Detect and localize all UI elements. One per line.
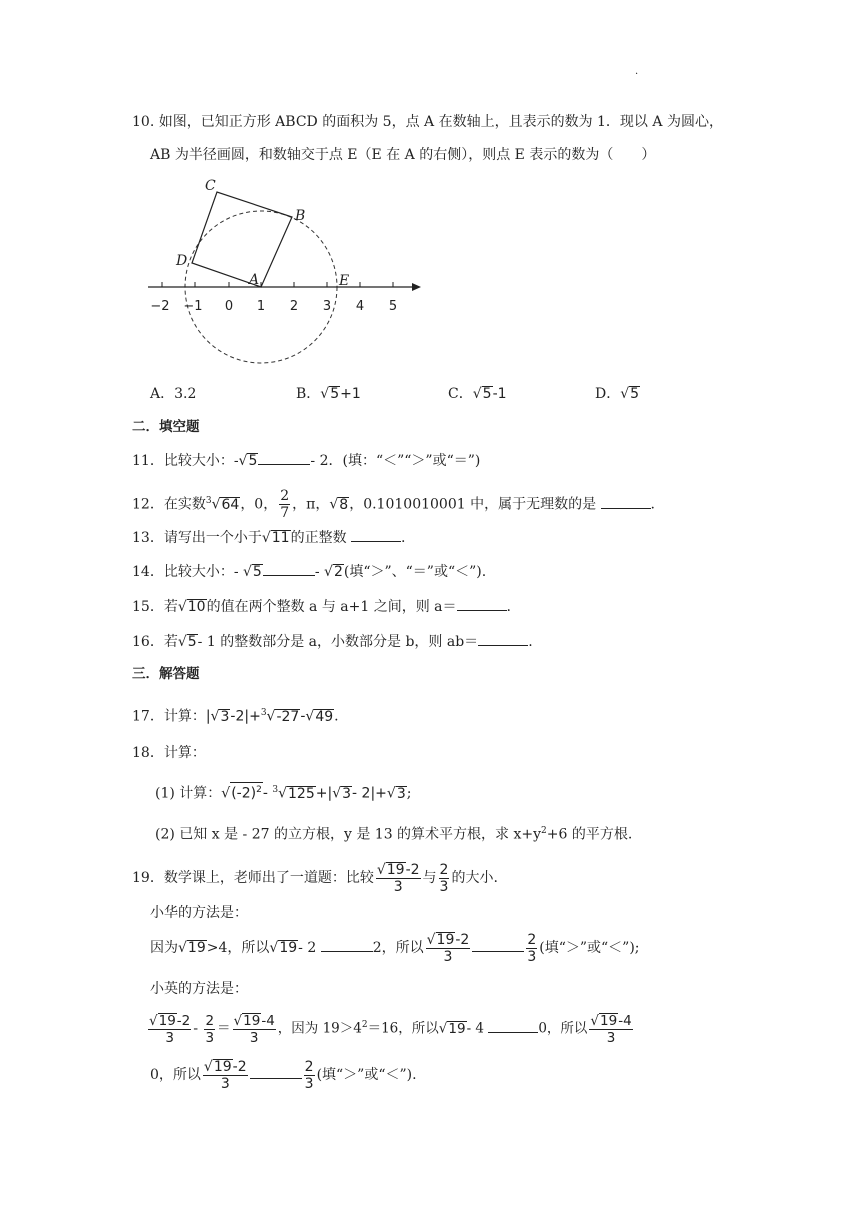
q17-end: . xyxy=(334,708,339,725)
q12-mid2: ，π， xyxy=(292,496,330,513)
option-b: B．√5+1 xyxy=(296,386,361,402)
sqrt: 19 xyxy=(386,861,405,878)
sqrt: 5 xyxy=(252,564,262,580)
q18-p1-mid2: - 2|+ xyxy=(352,785,387,802)
q10-line2: AB 为半径画圆，和数轴交于点 E（E 在 A 的右侧），则点 E 表示的数为（ ） xyxy=(150,147,656,163)
q13-post: 的正整数 xyxy=(290,530,347,546)
section-3-title: 三．解答题 xyxy=(132,666,200,682)
sqrt: 11 xyxy=(271,530,290,546)
sqrt: 125 xyxy=(288,785,315,802)
fraction-num: √19-4 xyxy=(233,1012,275,1029)
label-c: C xyxy=(205,178,216,194)
q10-figure xyxy=(140,172,430,372)
exponent: 2 xyxy=(541,826,547,836)
fraction xyxy=(279,488,290,521)
q15-post: 的值在两个整数 a 与 a+1 之间，则 a＝ xyxy=(206,599,457,615)
fraction-num: 2 xyxy=(439,861,449,878)
sqrt: -27 xyxy=(276,708,300,725)
sqrt: 19 xyxy=(600,1012,618,1029)
square-abcd xyxy=(192,192,292,287)
xiaoying-title: 小英的方法是： xyxy=(150,981,248,997)
q16-pre: 16．若 xyxy=(132,634,178,650)
page-dot: . xyxy=(635,66,639,77)
q12-post: ，0.1010010001 中，属于无理数的是 xyxy=(349,496,597,513)
xh-b: >4，所以 xyxy=(206,940,270,956)
sqrt: 5 xyxy=(187,634,197,650)
q17-plus: + xyxy=(249,708,261,725)
fraction xyxy=(376,862,421,895)
fraction-den: 3 xyxy=(527,948,537,965)
fraction xyxy=(304,1059,315,1092)
fraction-den: 3 xyxy=(304,1075,314,1092)
answer-blank[interactable] xyxy=(351,527,401,542)
fraction-den: 3 xyxy=(165,1029,174,1046)
fraction-num-tail: -2 xyxy=(232,1058,247,1075)
q13: 13．请写出一个小于√11的正整数 . xyxy=(132,527,405,548)
fraction xyxy=(439,862,450,895)
sqrt: 3 xyxy=(220,708,230,725)
xy-a: ，因为 19＞4 xyxy=(277,1020,362,1037)
tick-label: 5 xyxy=(388,299,398,314)
sqrt: 19 xyxy=(436,931,455,948)
answer-blank[interactable] xyxy=(472,937,524,952)
q16-end: . xyxy=(528,634,533,650)
tick-label: 4 xyxy=(355,299,365,314)
fraction-den: 3 xyxy=(443,948,453,965)
fraction-num: 2 xyxy=(527,931,537,948)
xiaohua-method: 因为√19>4，所以√19- 2 2，所以 $\frac{√19-2}{3}$ $\frac{2}{3}$ (填“＞”或“＜”); xyxy=(150,931,640,965)
q18-p1-pre: (1) 计算： xyxy=(155,785,222,802)
q14-post: (填“＞”、“＝”或“＜”). xyxy=(343,564,487,580)
option-b-tail: +1 xyxy=(340,386,361,402)
q18-p1-mid: +| xyxy=(315,785,333,802)
fraction xyxy=(204,1013,215,1046)
sqrt: 8 xyxy=(339,496,349,513)
q16-post: - 1 的整数部分是 a，小数部分是 b，则 ab＝ xyxy=(197,634,479,650)
label-e: E xyxy=(339,273,350,289)
label-d: D xyxy=(176,253,188,269)
option-d-letter: D． xyxy=(595,386,621,402)
q14-mid: - xyxy=(314,564,325,580)
fraction-num-tail: -2 xyxy=(176,1012,191,1029)
fraction xyxy=(203,1059,248,1092)
fraction-num: 2 xyxy=(205,1012,215,1029)
sqrt: 5 xyxy=(330,386,340,402)
option-b-letter: B． xyxy=(296,386,321,402)
answer-blank[interactable] xyxy=(258,450,310,465)
l2-end: (填“＞”或“＜”). xyxy=(316,1067,417,1083)
fraction-den: 3 xyxy=(393,878,403,895)
tick-label: −2 xyxy=(150,299,170,314)
sqrt xyxy=(230,782,263,802)
label-b: B xyxy=(295,208,306,224)
fraction-num: √19-2 xyxy=(149,1012,191,1029)
xiaoying-method: $\frac{√19-2}{3}$ - $\frac{2}{3}$ ＝ $\frac{√19-4}{3}$ ，因为 $19>4^2=16$，所以√19- 4 0，所以 $\frac{√19-4}{3}$ xyxy=(149,1012,632,1046)
q18-p1-end: ; xyxy=(406,785,412,802)
xiaoying-line2 xyxy=(150,1055,417,1095)
label-a: A xyxy=(249,272,260,288)
q12-end: . xyxy=(650,496,655,513)
fraction-num: √19-4 xyxy=(590,1012,632,1029)
sqrt: 2 xyxy=(333,564,343,580)
option-a: A．3.2 xyxy=(150,386,197,402)
answer-blank[interactable] xyxy=(488,1018,538,1033)
sqrt: 3 xyxy=(342,785,352,802)
q14-pre: 14．比较大小：- xyxy=(132,564,243,580)
exponent: 2 xyxy=(361,1020,368,1030)
sqrt: 49 xyxy=(315,708,334,725)
q15-pre: 15．若 xyxy=(132,599,178,615)
fraction-den: 3 xyxy=(439,878,449,895)
q12: 12．在实数$^3$√64，0， $\frac{2}{7}$ ，π，√8，0.1010010001 中，属于无理数的是 . xyxy=(132,488,655,521)
q17-abs-tail: -2 xyxy=(230,708,245,725)
xh-a: 因为 xyxy=(150,940,178,956)
answer-blank[interactable] xyxy=(263,561,315,576)
q19-mid: 与 xyxy=(422,870,437,886)
q14: 14．比较大小：- √5 - √2(填“＞”、“＝”或“＜”). xyxy=(132,561,486,582)
sqrt: 19 xyxy=(279,940,298,956)
xy-c: - 4 xyxy=(466,1020,485,1037)
q11: 11．比较大小：-√5 - 2．(填：“＜”“＞”或“＝”) xyxy=(132,450,480,471)
fraction-num: 2 xyxy=(280,488,290,504)
answer-blank[interactable] xyxy=(250,1064,302,1079)
fraction xyxy=(148,1013,191,1046)
tick-label: 3 xyxy=(322,299,332,314)
fraction-num-tail: -2 xyxy=(405,861,420,878)
option-c-tail: -1 xyxy=(492,386,507,402)
q18-part1: (1) 计算：$√(-2)^2-$ $^3$√125+|√3- 2|+√3; xyxy=(155,780,411,804)
xh-end: (填“＞”或“＜”); xyxy=(539,940,640,956)
q10-line1: 10. 如图，已知正方形 ABCD 的面积为 5，点 A 在数轴上，且表示的数为 1．现以 A 为圆心， xyxy=(132,114,723,130)
fraction-num-tail: -4 xyxy=(618,1012,632,1029)
answer-blank[interactable] xyxy=(478,631,528,646)
l2-a: 0，所以 xyxy=(150,1067,201,1083)
answer-blank[interactable] xyxy=(601,494,651,509)
sqrt: 10 xyxy=(187,599,206,615)
q18-p2: (2) 已知 x 是 - 27 的立方根，y 是 13 的算术平方根，求 x+y xyxy=(155,826,542,843)
q18-p1-minus: - xyxy=(262,785,273,802)
fraction-den: 3 xyxy=(249,1029,259,1046)
q18-head: 18．计算： xyxy=(132,745,206,761)
sqrt: 19 xyxy=(213,1058,232,1075)
exponent: 2 xyxy=(256,785,262,795)
q12-pre: 12．在实数 xyxy=(132,496,206,513)
tick-label: −1 xyxy=(183,299,203,314)
sqrt: 5 xyxy=(248,453,258,469)
tick-label: 2 xyxy=(289,299,299,314)
answer-blank[interactable] xyxy=(457,596,507,611)
xy-b: ＝16，所以 xyxy=(367,1020,439,1037)
option-c-letter: C． xyxy=(448,386,473,402)
xy-d: 0，所以 xyxy=(538,1020,588,1037)
fraction-num-tail: -2 xyxy=(455,931,470,948)
q11-post: - 2．(填：“＜”“＞”或“＝”) xyxy=(310,453,481,469)
cube-index: 3 xyxy=(205,495,212,506)
q18-part2 xyxy=(155,821,632,845)
q12-mid1: ，0， xyxy=(240,496,278,513)
xh-d: 2，所以 xyxy=(372,940,424,956)
fraction-num: 2 xyxy=(304,1058,314,1075)
sqrt: 19 xyxy=(187,940,206,956)
fraction xyxy=(426,932,471,965)
sqrt: 19 xyxy=(158,1012,176,1029)
q19-pre: 19．数学课上，老师出了一道题：比较 xyxy=(132,870,374,886)
fraction-den: 7 xyxy=(280,505,290,521)
q11-pre: 11．比较大小：- xyxy=(132,453,239,469)
q18-p1-base: (-2) xyxy=(231,785,257,802)
option-d: D．√5 xyxy=(595,386,640,402)
q19-post: 的大小. xyxy=(451,870,498,886)
cube-index: 3 xyxy=(260,708,267,718)
fraction-num-tail: -4 xyxy=(261,1012,275,1029)
sqrt: 19 xyxy=(448,1020,466,1037)
axis-ticks xyxy=(162,282,393,287)
fraction-num: √19-2 xyxy=(426,931,470,948)
sqrt: 64 xyxy=(221,496,240,513)
q13-pre: 13．请写出一个小于 xyxy=(132,530,262,546)
fraction xyxy=(526,932,537,965)
q13-end: . xyxy=(401,530,406,546)
sqrt: 5 xyxy=(482,386,492,402)
fraction-den: 3 xyxy=(606,1029,616,1046)
xh-c: - 2 xyxy=(298,940,317,956)
fraction-num: √19-2 xyxy=(203,1058,247,1075)
q15: 15．若√10的值在两个整数 a 与 a+1 之间，则 a＝ . xyxy=(132,596,511,617)
q15-end: . xyxy=(506,599,511,615)
fraction xyxy=(589,1013,632,1046)
fraction-num: √19-2 xyxy=(376,861,420,878)
q16: 16．若√5- 1 的整数部分是 a，小数部分是 b，则 ab＝ . xyxy=(132,631,533,652)
answer-blank[interactable] xyxy=(321,937,373,952)
q19-question xyxy=(132,858,498,898)
q18-p2-end: +6 的平方根. xyxy=(546,826,633,843)
cube-index: 3 xyxy=(272,785,279,795)
q17-minus: - xyxy=(300,708,306,725)
xy-minus: - xyxy=(193,1020,203,1037)
xy-eq: ＝ xyxy=(217,1020,231,1037)
q17-pre: 17．计算： xyxy=(132,708,206,725)
q17: 17．计算：|√3-2|+$^3$√-27-√49. xyxy=(132,708,339,725)
sqrt: 3 xyxy=(396,785,406,802)
sqrt: 19 xyxy=(243,1012,261,1029)
fraction-den: 3 xyxy=(205,1029,215,1046)
sqrt: 5 xyxy=(630,386,640,402)
fraction-den: 3 xyxy=(220,1075,230,1092)
fraction xyxy=(233,1013,276,1046)
axis-arrow xyxy=(412,283,421,291)
section-2-title: 二．填空题 xyxy=(132,419,200,435)
xiaohua-title: 小华的方法是： xyxy=(150,905,248,921)
tick-label: 1 xyxy=(256,299,266,314)
option-c: C．√5-1 xyxy=(448,386,507,402)
tick-label: 0 xyxy=(224,299,234,314)
